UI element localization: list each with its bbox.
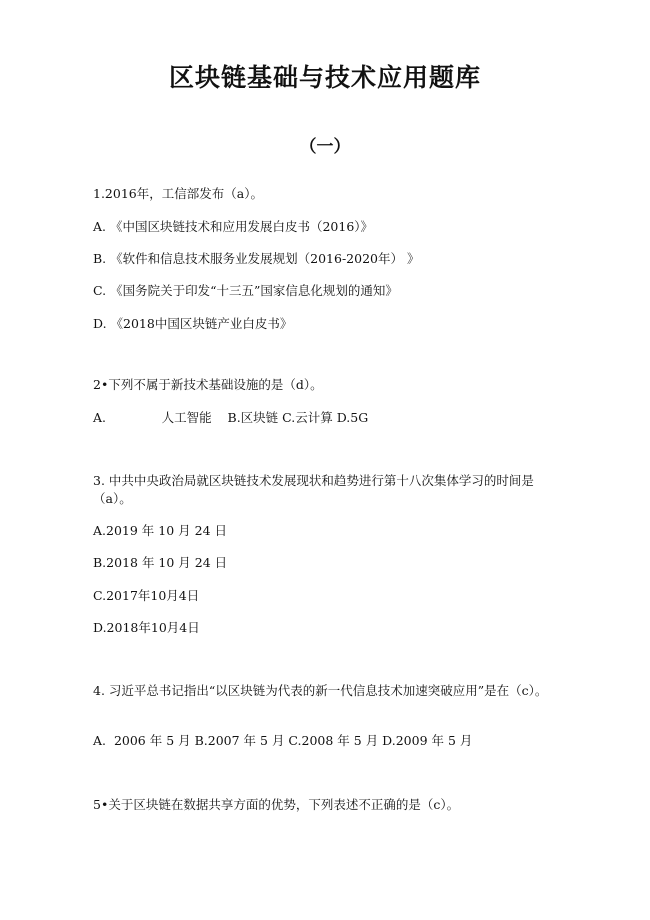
- question-4-options: A. 2006 年 5 月 B.2007 年 5 月 C.2008 年 5 月 D.2009 年 5 月: [93, 733, 473, 748]
- question-3-stem: 3. 中共中央政治局就区块链技术发展现状和趋势进行第十八次集体学习的时间是（a）。: [93, 473, 534, 506]
- question-3-option-c: C.2017年10月4日: [93, 588, 200, 603]
- question-4-stem: 4. 习近平总书记指出“以区块链为代表的新一代信息技术加速突破应用”是在（c）。: [93, 683, 548, 698]
- question-3-option-b: B.2018 年 10 月 24 日: [93, 555, 228, 570]
- question-1-option-b: B. 《软件和信息技术服务业发展规划（2016-2020年） 》: [93, 251, 420, 266]
- question-2-options: A. 人工智能 B.区块链 C.云计算 D.5G: [93, 410, 369, 425]
- question-3-option-d: D.2018年10月4日: [93, 620, 200, 635]
- question-1-stem: 1.2016年，工信部发布（a）。: [93, 186, 263, 201]
- question-2-stem: 2•下列不属于新技术基础设施的是（d）。: [93, 377, 323, 392]
- question-1-option-a: A. 《中国区块链技术和应用发展白皮书（2016）》: [93, 219, 374, 234]
- question-1-option-c: C. 《国务院关于印发“十三五”国家信息化规划的通知》: [93, 283, 398, 298]
- question-1-option-d: D. 《2018中国区块链产业白皮书》: [93, 316, 293, 331]
- question-5-stem: 5•关于区块链在数据共享方面的优势，下列表述不正确的是（c）。: [93, 797, 460, 812]
- section-heading: （一）: [299, 137, 351, 157]
- question-3-option-a: A.2019 年 10 月 24 日: [93, 523, 227, 538]
- page-title: 区块链基础与技术应用题库: [168, 63, 481, 92]
